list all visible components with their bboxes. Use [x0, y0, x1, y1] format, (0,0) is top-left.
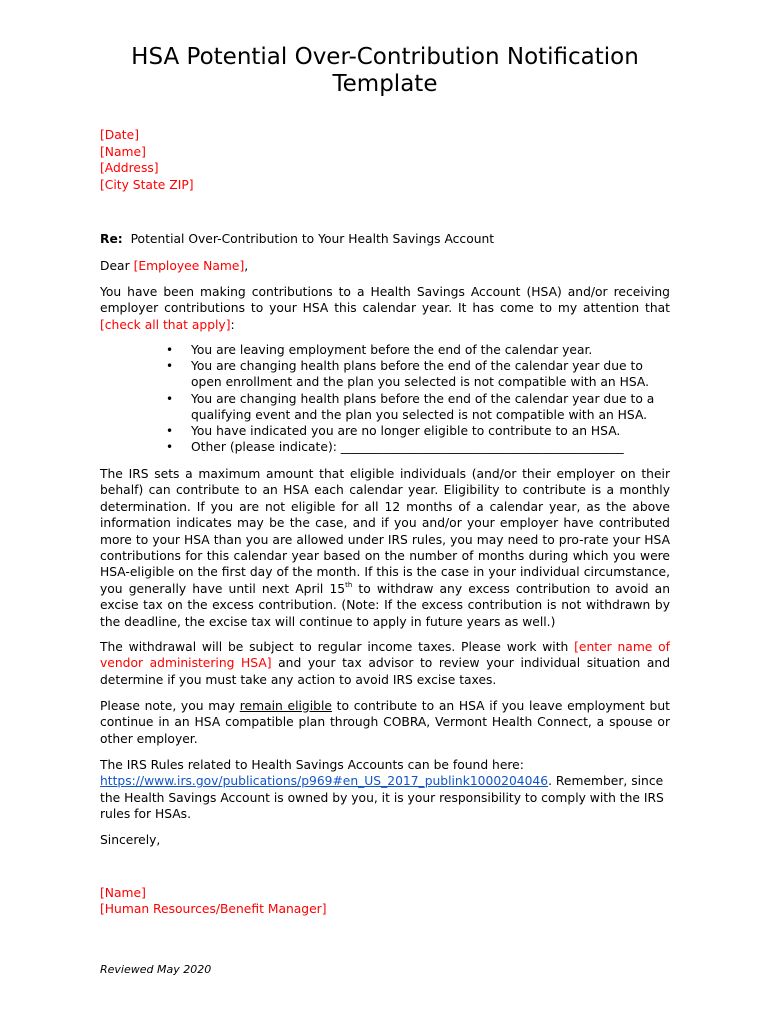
irs-text-2: to withdraw any excess contribution to avoid an excise tax on the excess contribution. (Note: If the excess contribution is not withdrawn by the deadline, the excise tax will continue to apply in future years as well.): [100, 581, 670, 629]
rules-paragraph: [100, 757, 670, 823]
withdrawal-text-2: and your tax advisor to review your individual situation and determine if you must take any action to avoid IRS excise taxes.: [100, 656, 670, 687]
salutation: [100, 258, 670, 274]
intro-text: You have been making contributions to a Health Savings Account (HSA) and/or receiving employer contributions to your HSA this calendar year. It has come to my attention that: [100, 285, 670, 316]
bullet-icon: •: [166, 343, 174, 357]
intro-colon: :: [230, 317, 235, 332]
bullet-icon: •: [166, 391, 174, 406]
rules-text-2: . Remember, since the Health Savings Account is owned by you, it is your responsibility to comply with the IRS rules for HSAs.: [100, 774, 664, 822]
employee-name-placeholder: [Employee Name]: [133, 259, 245, 273]
list-item-text: Other (please indicate): ______________________________________________: [191, 440, 624, 455]
re-label: Re:: [100, 232, 123, 246]
name-placeholder: [Name]: [100, 144, 146, 159]
vendor-placeholder: [enter name of vendor administering HSA]: [100, 640, 670, 671]
list-item-text: You are changing health plans before the end of the calendar year due to a qualifying event and the plan you selected is not compatible with an HSA.: [191, 391, 655, 422]
salutation-prefix: Dear: [100, 259, 130, 273]
th-superscript: th: [345, 580, 353, 589]
signature-role-placeholder: [Human Resources/Benefit Manager]: [100, 902, 327, 916]
note-paragraph: [100, 698, 670, 747]
list-item-text: You have indicated you are no longer eligible to contribute to an HSA.: [191, 424, 621, 439]
irs-paragraph: [100, 466, 670, 630]
rules-text-1: The IRS Rules related to Health Savings Accounts can be found here:: [100, 758, 524, 772]
closing: Sincerely,: [100, 833, 161, 847]
list-item-text: You are leaving employment before the end of the calendar year.: [191, 343, 593, 357]
address-placeholder: [Address]: [100, 161, 159, 175]
list-item: [160, 423, 672, 439]
signature-name-placeholder: [Name]: [100, 886, 146, 900]
footer-review-date: Reviewed May 2020: [100, 963, 212, 976]
title-line-1: HSA Potential Over-Contribution Notification: [131, 44, 639, 70]
list-item: [160, 358, 672, 390]
situation-list: [160, 342, 672, 455]
city-state-zip-placeholder: [City State ZIP]: [100, 177, 194, 192]
re-text: Potential Over-Contribution to Your Health Savings Account: [130, 232, 495, 246]
list-item-text: You are changing health plans before the end of the calendar year due to open enrollment and the plan you selected is not compatible with an HSA.: [191, 359, 650, 390]
re-line: [100, 231, 670, 247]
title-line-2: Template: [332, 71, 438, 97]
list-item: [160, 439, 672, 455]
salutation-suffix: ,: [244, 259, 249, 273]
note-text-2: to contribute to an HSA if you leave employment but continue in an HSA compatible plan through COBRA, Vermont Health Connect, a spouse or other employer.: [100, 699, 670, 746]
list-item: [160, 342, 672, 358]
irs-publication-link[interactable]: https://www.irs.gov/publications/p969#en_US_2017_publink1000204046: [100, 774, 549, 789]
date-placeholder: [Date]: [100, 128, 139, 142]
bullet-icon: •: [166, 424, 174, 439]
withdrawal-paragraph: [100, 639, 670, 688]
note-text-1: Please note, you may: [100, 699, 236, 713]
withdrawal-text-1: The withdrawal will be subject to regular income taxes. Please work with: [100, 640, 569, 654]
bullet-icon: •: [166, 359, 174, 374]
bullet-icon: •: [166, 440, 174, 455]
intro-paragraph: [100, 284, 670, 333]
check-all-placeholder: [check all that apply]: [100, 317, 231, 332]
list-item: [160, 391, 672, 423]
document-title: [0, 44, 770, 98]
irs-text-1: The IRS sets a maximum amount that eligible individuals (and/or their employer on their behalf) can contribute to an HSA each calendar year. Eligibility to contribute is a monthly determination. If you are not eligible for all 12 months of a calendar year, as the above information indicates may be the case, and if you and/or your employer have contributed more to your HSA than you are allowed under IRS rules, you may need to pro-rate your HSA contributions for this calendar year based on the number of months during which you were HSA-eligible on the first day of the month. If this is the case in your individual circumstance, you generally have until next April 15: [100, 467, 670, 596]
address-block: [100, 127, 194, 193]
remain-eligible-text: remain eligible: [239, 699, 332, 713]
